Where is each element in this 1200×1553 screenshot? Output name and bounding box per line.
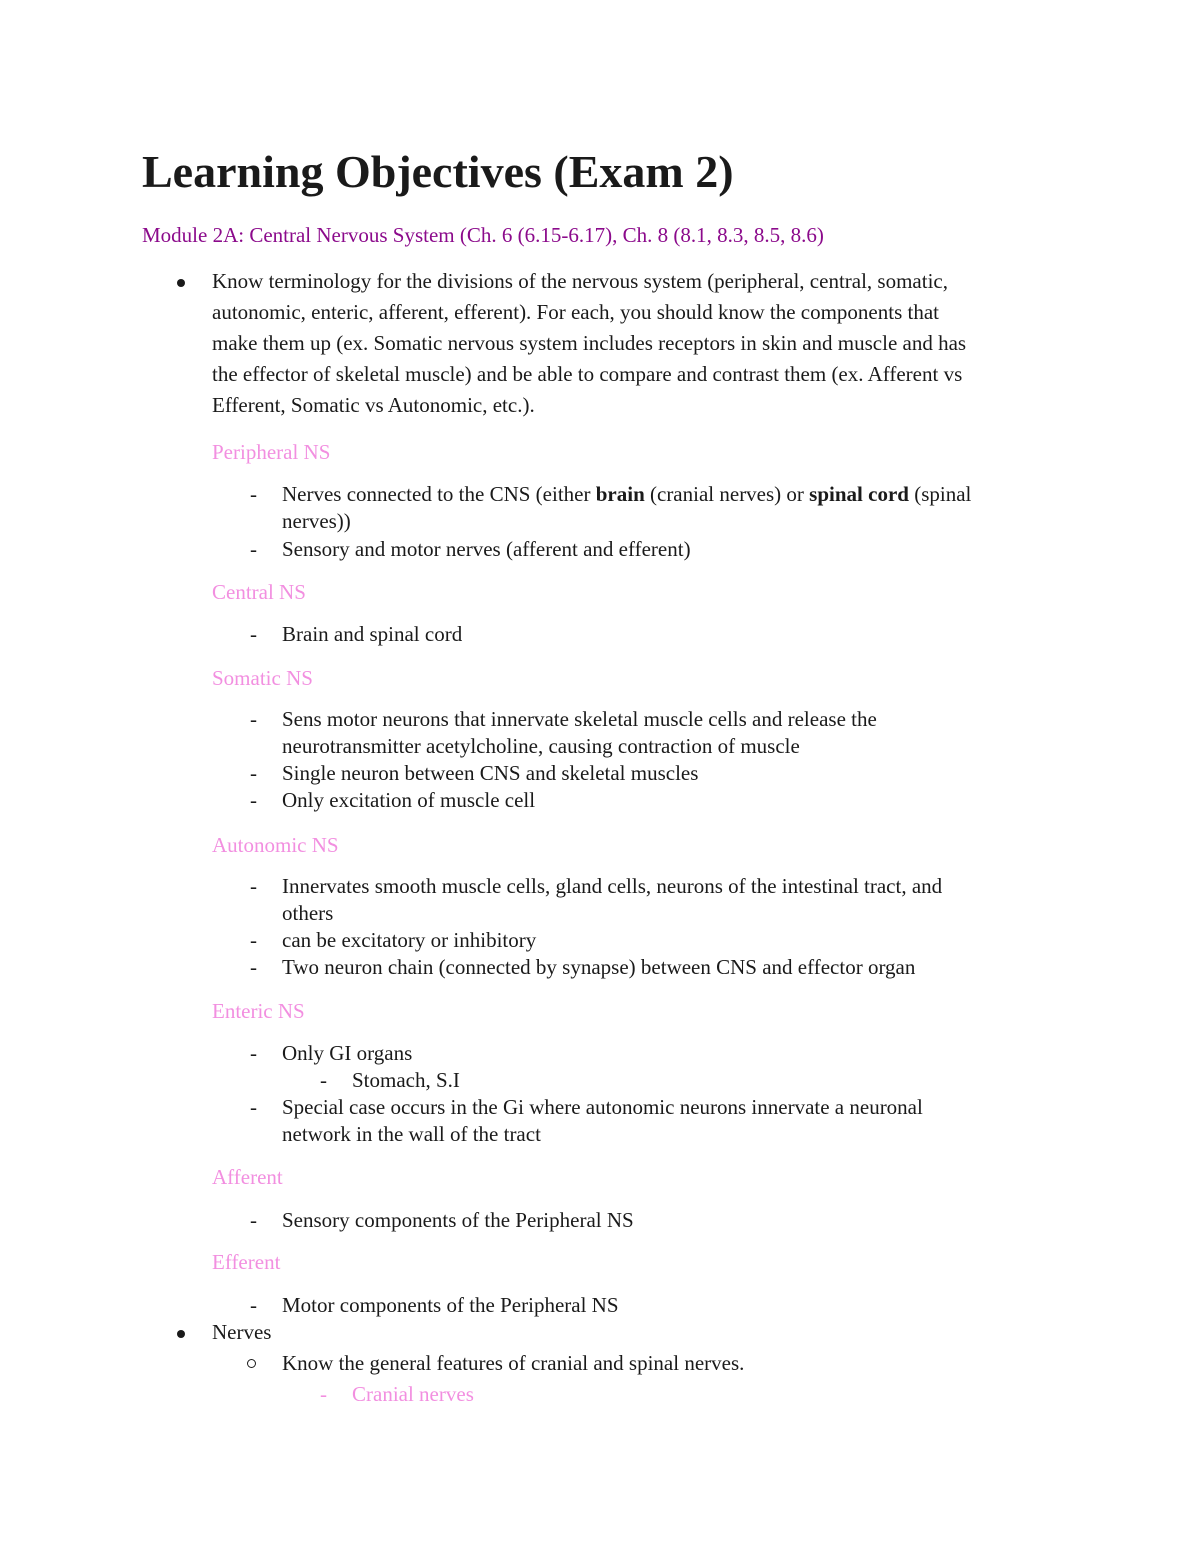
peripheral-item-1-bold-brain: brain bbox=[595, 482, 645, 506]
enteric-item-1-sub: Stomach, S.I bbox=[352, 1068, 460, 1092]
intro-line-3: make them up (ex. Somatic nervous system includes receptors in skin and muscle and has bbox=[212, 331, 967, 355]
bullet-disc-icon bbox=[177, 1330, 185, 1338]
dash-bullet: - bbox=[250, 707, 257, 731]
central-item-1: Brain and spinal cord bbox=[282, 622, 463, 646]
section-heading-afferent: Afferent bbox=[212, 1165, 283, 1189]
dash-bullet: - bbox=[250, 1293, 257, 1317]
enteric-item-2: Special case occurs in the Gi where autonomic neurons innervate a neuronal bbox=[282, 1095, 923, 1119]
intro-line-4: the effector of skeletal muscle) and be able to compare and contrast them (ex. Afferent vs bbox=[212, 362, 963, 386]
dash-bullet: - bbox=[250, 955, 257, 979]
dash-bullet: - bbox=[320, 1382, 327, 1406]
enteric-item-2-cont: network in the wall of the tract bbox=[282, 1122, 541, 1146]
afferent-item-1: Sensory components of the Peripheral NS bbox=[282, 1208, 634, 1232]
somatic-item-2: Single neuron between CNS and skeletal muscles bbox=[282, 761, 699, 785]
dash-bullet: - bbox=[320, 1068, 327, 1092]
dash-bullet: - bbox=[250, 482, 257, 506]
autonomic-item-3: Two neuron chain (connected by synapse) between CNS and effector organ bbox=[282, 955, 916, 979]
dash-bullet: - bbox=[250, 1208, 257, 1232]
section-heading-efferent: Efferent bbox=[212, 1250, 281, 1274]
peripheral-item-1-bold-spinal: spinal cord bbox=[809, 482, 909, 506]
intro-line-2: autonomic, enteric, afferent, efferent). For each, you should know the components that bbox=[212, 300, 939, 324]
dash-bullet: - bbox=[250, 1041, 257, 1065]
intro-line-1: Know terminology for the divisions of the nervous system (peripheral, central, somatic, bbox=[212, 269, 948, 293]
enteric-item-1: Only GI organs bbox=[282, 1041, 413, 1065]
peripheral-item-1-cont: nerves)) bbox=[282, 509, 351, 533]
section-heading-peripheral: Peripheral NS bbox=[212, 440, 331, 464]
dash-bullet: - bbox=[250, 761, 257, 785]
section-heading-central: Central NS bbox=[212, 580, 306, 604]
peripheral-item-1-c: (cranial nerves) or bbox=[644, 482, 810, 506]
somatic-item-3: Only excitation of muscle cell bbox=[282, 788, 536, 812]
peripheral-item-1-d: (spinal bbox=[908, 482, 972, 506]
somatic-item-1: Sens motor neurons that innervate skeletal muscle cells and release the bbox=[282, 707, 877, 731]
dash-bullet: - bbox=[250, 788, 257, 812]
section-heading-autonomic: Autonomic NS bbox=[212, 833, 339, 857]
autonomic-item-1: Innervates smooth muscle cells, gland cells, neurons of the intestinal tract, and bbox=[282, 874, 943, 898]
dash-bullet: - bbox=[250, 1095, 257, 1119]
somatic-item-1-cont: neurotransmitter acetylcholine, causing contraction of muscle bbox=[282, 734, 800, 758]
dash-bullet: - bbox=[250, 537, 257, 561]
dash-bullet: - bbox=[250, 928, 257, 952]
dash-bullet: - bbox=[250, 874, 257, 898]
cranial-nerves-heading: Cranial nerves bbox=[352, 1382, 474, 1406]
dash-bullet: - bbox=[250, 622, 257, 646]
section-heading-enteric: Enteric NS bbox=[212, 999, 305, 1023]
peripheral-item-1 bbox=[282, 481, 971, 508]
intro-line-5: Efferent, Somatic vs Autonomic, etc.). bbox=[212, 393, 535, 417]
nerves-sub-item: Know the general features of cranial and spinal nerves. bbox=[282, 1351, 745, 1375]
efferent-item-1: Motor components of the Peripheral NS bbox=[282, 1293, 619, 1317]
autonomic-item-2: can be excitatory or inhibitory bbox=[282, 928, 537, 952]
peripheral-item-2: Sensory and motor nerves (afferent and efferent) bbox=[282, 537, 691, 561]
page-title: Learning Objectives (Exam 2) bbox=[142, 146, 734, 197]
bullet-disc-icon bbox=[177, 279, 185, 287]
module-heading: Module 2A: Central Nervous System (Ch. 6 (6.15-6.17), Ch. 8 (8.1, 8.3, 8.5, 8.6) bbox=[142, 223, 824, 247]
peripheral-item-1-a: Nerves connected to the CNS (either bbox=[282, 482, 596, 506]
bullet-circle-icon bbox=[247, 1359, 256, 1368]
autonomic-item-1-cont: others bbox=[282, 901, 334, 925]
nerves-item: Nerves bbox=[212, 1320, 272, 1344]
section-heading-somatic: Somatic NS bbox=[212, 666, 313, 690]
